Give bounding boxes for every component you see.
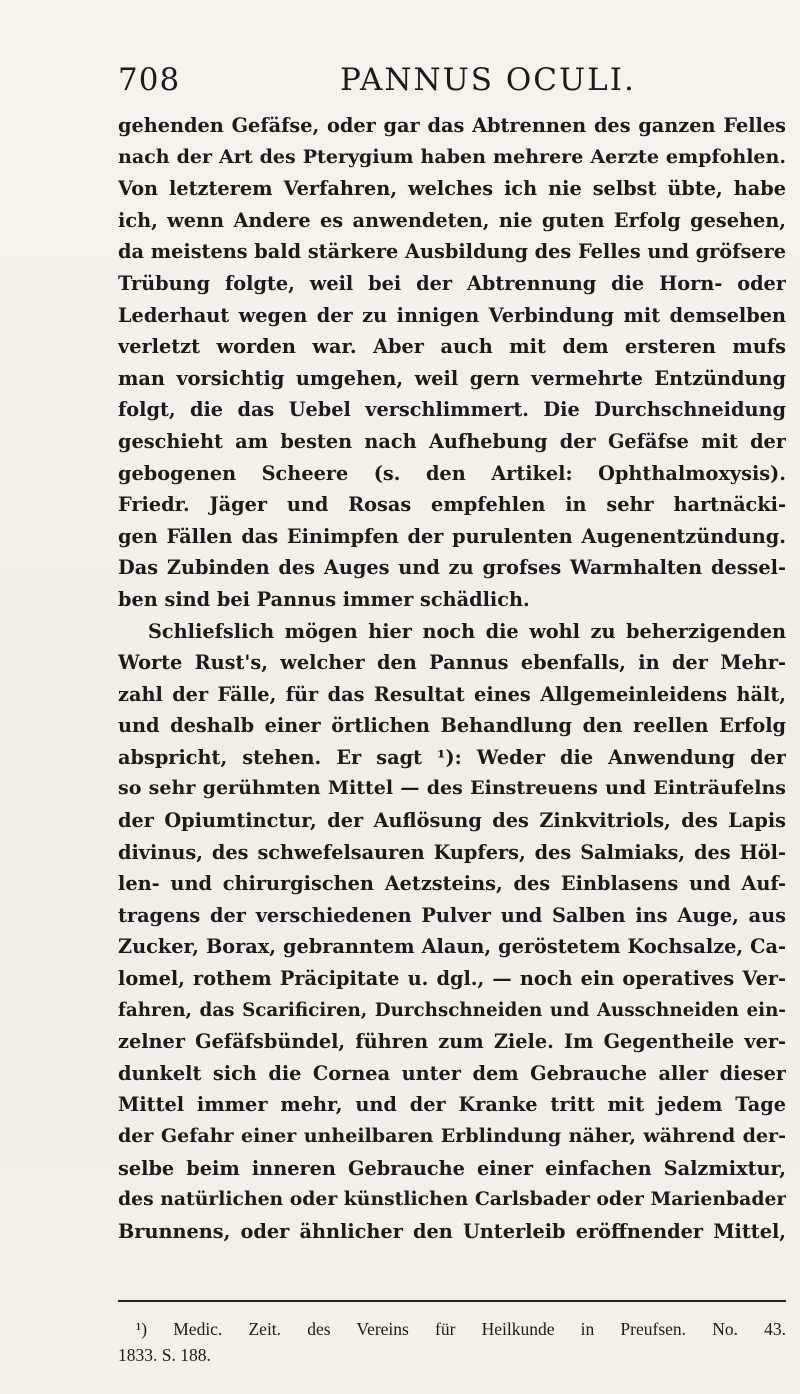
text-line: len- und chirurgischen Aetzsteins, des Einblasens und Auf-: [118, 872, 786, 896]
text-line: der Gefahr einer unheilbaren Erblindung näher, während der-: [118, 1125, 786, 1147]
text-line: man vorsichtig umgehen, weil gern vermehrte Entzündung: [118, 366, 786, 390]
footnote-rule: [118, 1300, 786, 1302]
text-line: geschieht am besten nach Aufhebung der Gefäfse mit der: [118, 429, 786, 453]
text-line: Schliefslich mögen hier noch die wohl zu beherzigenden: [148, 619, 786, 643]
text-line: gen Fällen das Einimpfen der purulenten Augenentzündung.: [118, 524, 786, 548]
text-line: zahl der Fälle, für das Resultat eines Allgemeinleidens hält,: [118, 682, 786, 706]
text-line: folgt, die das Uebel verschlimmert. Die Durchschneidung: [118, 398, 786, 422]
text-line: Trübung folgte, weil bei der Abtrennung die Horn- oder: [118, 271, 786, 295]
text-line: dunkelt sich die Cornea unter dem Gebrauche aller dieser: [118, 1061, 786, 1085]
text-line: Das Zubinden des Auges und zu grofses Warmhalten dessel-: [118, 556, 786, 580]
text-line: zelner Gefäfsbündel, führen zum Ziele. Im Gegentheile ver-: [118, 1030, 786, 1054]
text-line: ich, wenn Andere es anwendeten, nie guten Erfolg gesehen,: [118, 208, 786, 232]
text-line: nach der Art des Pterygium haben mehrere Aerzte empfohlen.: [118, 145, 786, 168]
text-line: abspricht, stehen. Er sagt ¹): Weder die Anwendung der: [118, 745, 786, 769]
text-line: fahren, das Scarificiren, Durchschneiden und Ausschneiden ein-: [118, 999, 786, 1021]
text-line: Lederhaut wegen der zu innigen Verbindung mit demselben: [118, 303, 786, 327]
running-head: PANNUS OCULI.: [340, 62, 636, 98]
text-line: gebogenen Scheere (s. den Artikel: Ophthalmoxysis).: [118, 461, 786, 485]
text-line: da meistens bald stärkere Ausbildung des Felles und gröfsere: [118, 240, 786, 264]
text-line: divinus, des schwefelsauren Kupfers, des Salmiaks, des Höl-: [118, 840, 786, 864]
body-text: [118, 110, 786, 1247]
text-line: Mittel immer mehr, und der Kranke tritt mit jedem Tage: [118, 1093, 786, 1117]
text-line: und deshalb einer örtlichen Behandlung den reellen Erfolg: [118, 714, 786, 738]
text-line: selbe beim inneren Gebrauche einer einfachen Salzmixtur,: [118, 1156, 786, 1180]
text-line: der Opiumtinctur, der Auflösung des Zinkvitriols, des Lapis: [118, 809, 786, 833]
text-line: des natürlichen oder künstlichen Carlsbader oder Marienbader: [118, 1188, 786, 1211]
text-line: Von letzterem Verfahren, welches ich nie selbst übte, habe: [118, 177, 786, 201]
footnote-line: 1833. S. 188.: [118, 1345, 211, 1365]
text-line: Zucker, Borax, gebranntem Alaun, geröstetem Kochsalze, Ca-: [118, 935, 786, 959]
text-line: lomel, rothem Präcipitate u. dgl., — noch ein operatives Ver-: [118, 967, 786, 991]
text-line: Brunnens, oder ähnlicher den Unterleib eröffnender Mittel,: [118, 1219, 786, 1243]
footnote: [118, 1316, 786, 1368]
footnote-line: ¹) Medic. Zeit. des Vereins für Heilkunde in Preufsen. No. 43.: [136, 1319, 786, 1339]
text-line: tragens der verschiedenen Pulver und Salben ins Auge, aus: [118, 903, 786, 927]
text-line: verletzt worden war. Aber auch mit dem ersteren mufs: [118, 335, 786, 359]
text-line: gehenden Gefäfse, oder gar das Abtrennen des ganzen Felles: [118, 114, 786, 137]
text-line: so sehr gerühmten Mittel — des Einstreuens und Einträufelns: [118, 777, 786, 800]
page-number: 708: [118, 62, 181, 98]
text-line: Friedr. Jäger und Rosas empfehlen in sehr hartnäcki-: [118, 493, 786, 517]
text-line: Worte Rust's, welcher den Pannus ebenfalls, in der Mehr-: [118, 651, 786, 675]
page-header: [118, 62, 740, 106]
text-line: ben sind bei Pannus immer schädlich.: [118, 587, 530, 611]
